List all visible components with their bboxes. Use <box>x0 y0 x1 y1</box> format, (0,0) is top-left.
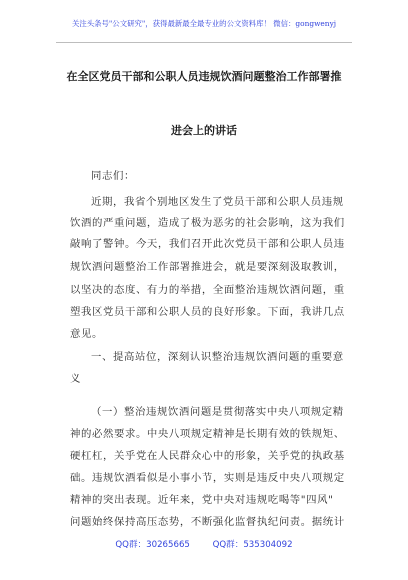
body-line: 精神的突出表现。近年来，党中央对违规吃喝等"四风" <box>70 494 334 506</box>
body-line: 意见。 <box>70 328 103 340</box>
body-line: 敲响了警钟。今天，我们召开此次党员干部和公职人员违 <box>70 238 345 250</box>
body-line: 硬杠杠，关乎党在人民群众心中的形象，关乎党的执政基 <box>70 450 345 462</box>
body-line: 塑我区党员干部和公职人员的良好形象。下面，我讲几点 <box>70 306 345 318</box>
footer-contact <box>0 538 408 550</box>
header-banner: 关注头条号"公文研究"，获得最新最全最专业的公文资料库！ 微信：gongwenyj <box>71 19 337 28</box>
body-line: 础。违规饮酒看似是小事小节，实则是违反中央八项规定 <box>70 472 345 484</box>
body-line: 以坚决的态度、有力的举措，全面整治违规饮酒问题，重 <box>70 284 345 296</box>
body-line: 神的必然要求。中央八项规定精神是长期有效的铁规矩、 <box>70 428 345 440</box>
header-divider <box>56 42 352 43</box>
section-heading-continued: 义 <box>70 373 81 385</box>
body-line: （一）整治违规饮酒问题是贯彻落实中央八项规定精 <box>91 406 344 418</box>
footer-qq-group-2: QQ群：535304092 <box>212 540 293 550</box>
salutation: 同志们： <box>91 170 135 182</box>
document-title-line-2: 进会上的讲话 <box>171 124 237 137</box>
body-line: 近期，我省个别地区发生了党员干部和公职人员违规 <box>91 196 344 208</box>
section-heading: 一、提高站位，深刻认识整治违规饮酒问题的重要意 <box>91 351 344 363</box>
document-title-line-1: 在全区党员干部和公职人员违规饮酒问题整治工作部署推 <box>66 70 342 83</box>
body-line: 饮酒的严重问题，造成了极为恶劣的社会影响，这为我们 <box>70 217 345 229</box>
footer-qq-group-1: QQ群：30265665 <box>115 540 190 550</box>
body-line: 问题始终保持高压态势，不断强化监督执纪问责。据统计 <box>70 516 345 528</box>
body-line: 规饮酒问题整治工作部署推进会，就是要深刻汲取教训， <box>70 261 345 273</box>
